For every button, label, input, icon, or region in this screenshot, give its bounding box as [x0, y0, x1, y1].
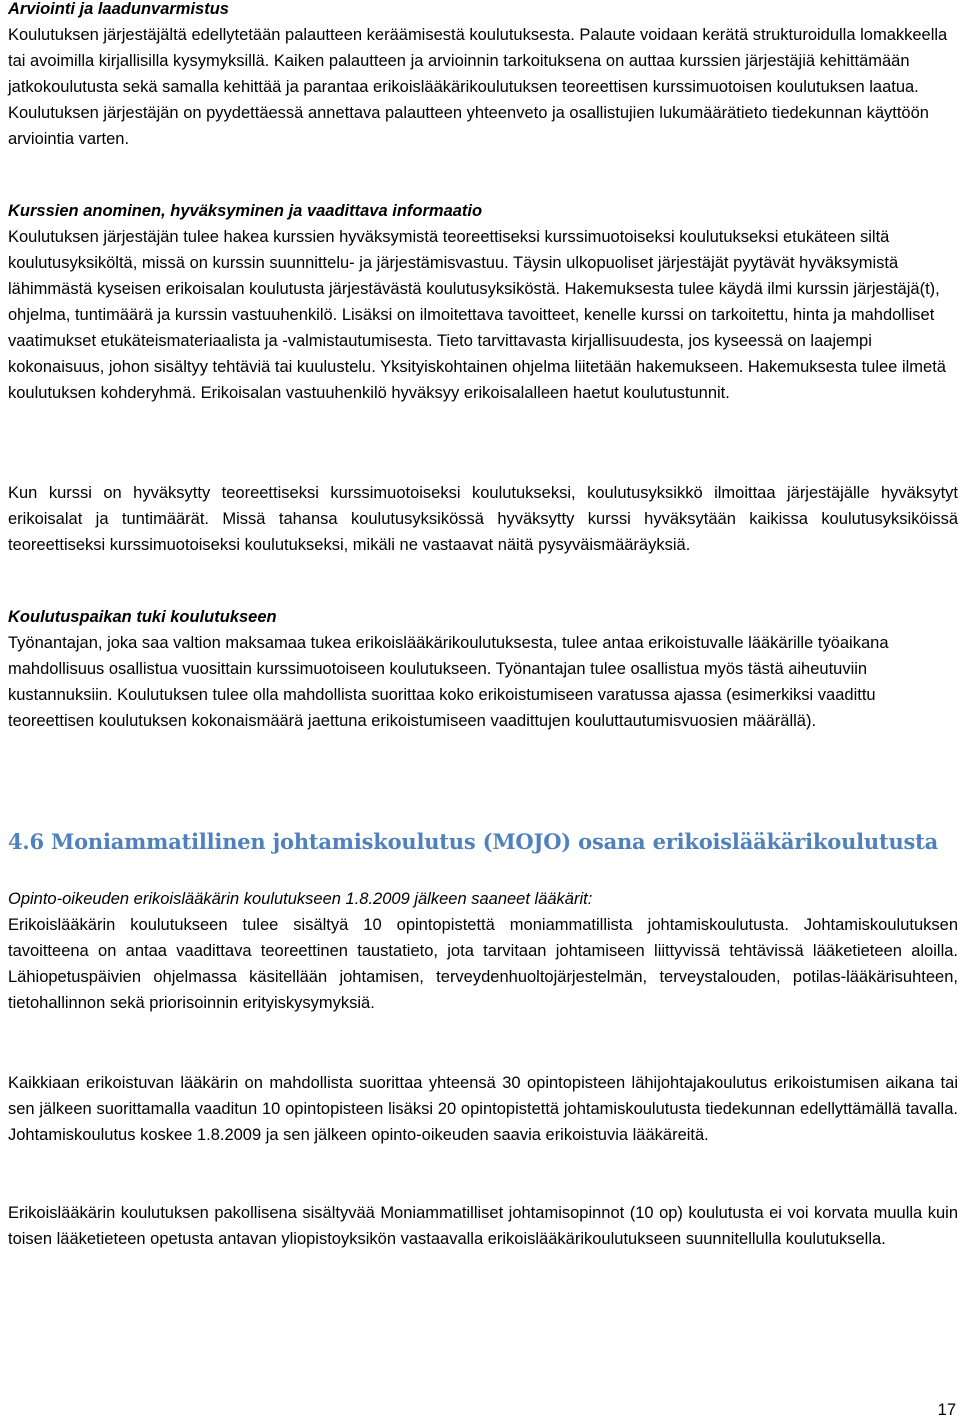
chapter-paragraph: Erikoislääkärin koulutukseen tulee sisältyä 10 opintopistettä moniammatillista johtamiskoulutusta. Johtamiskoulutuksen tavoitteena on antaa vaadittava teoreettinen taustatieto, jota tarvitaan johtamiseen liittyvissä tehtävissä lääketieteen aloilla. Lähiopetuspäivien ohjelmassa käsitellään johtamisen, terveydenhuoltojärjestelmän, terveystalouden, potilas-lääkärisuhteen, tietohallinnon sekä priorisoinnin erityiskysymyksiä.	[8, 916, 958, 1012]
section-paragraph: Koulutuksen järjestäjän tulee hakea kurssien hyväksymistä teoreettiseksi kurssimuotoiseksi koulutukseksi etukäteen siltä koulutusyksiköltä, missä on kurssin suunnittelu- ja järjestämisvastuu. Täysin ulkopuoliset järjestäjät pyytävät hyväksymistä lähimmästä kyseisen erikoisalan koulutusta järjestävästä koulutusyksiköstä. Hakemuksesta tulee käydä ilmi kurssin järjestäjä(t), ohjelma, tuntimäärä ja kurssin vastuuhenkilö. Lisäksi on ilmoitettava tavoitteet, kenelle kurssi on tarkoitettu, hinta ja mahdolliset vaatimukset etukäteismateriaalista ja -valmistautumisesta. Tieto tarvittavasta kirjallisuudesta, jos kyseessä on laajempi kokonaisuus, johon sisältyy tehtäviä tai kuulustelu. Yksityiskohtainen ohjelma liitetään hakemukseen. Hakemuksesta tulee ilmetä koulutuksen kohderyhmä. Erikoisalan vastuuhenkilö hyväksyy erikoisalalleen haetut koulutustunnit.	[8, 228, 946, 402]
section-kurssien-anominen-2	[8, 480, 958, 558]
chapter-body	[8, 886, 958, 1016]
chapter-4-6	[8, 828, 958, 856]
section-heading: Koulutuspaikan tuki koulutukseen	[8, 608, 277, 626]
section-arviointi	[8, 0, 958, 152]
chapter-body-2	[8, 1070, 958, 1148]
section-koulutuspaikan-tuki	[8, 604, 958, 734]
chapter-body-3	[8, 1200, 958, 1252]
chapter-subheading: Opinto-oikeuden erikoislääkärin koulutukseen 1.8.2009 jälkeen saaneet lääkärit:	[8, 890, 593, 908]
chapter-title: 4.6 Moniammatillinen johtamiskoulutus (MOJO) osana erikoislääkärikoulutusta	[8, 829, 939, 854]
section-paragraph: Koulutuksen järjestäjältä edellytetään palautteen keräämisestä koulutuksesta. Palaute voidaan kerätä strukturoidulla lomakkeella tai avoimilla kirjallisilla kysymyksillä. Kaiken palautteen ja arvioinnin tarkoituksena on auttaa kurssien järjestäjiä kehittämään jatkokoulutusta sekä samalla kehittää ja parantaa erikoislääkärikoulutuksen teoreettisen kurssimuotoisen koulutuksen laatua. Koulutuksen järjestäjän on pyydettäessä annettava palautteen yhteenveto ja osallistujien lukumäärätieto tiedekunnan käyttöön arviointia varten.	[8, 26, 948, 148]
section-heading: Arviointi ja laadunvarmistus	[8, 0, 229, 18]
page-number: 17	[937, 1401, 956, 1419]
chapter-paragraph: Kaikkiaan erikoistuvan lääkärin on mahdollista suorittaa yhteensä 30 opintopisteen lähijohtajakoulutus erikoistumisen aikana tai sen jälkeen suorittamalla vaaditun 10 opintopisteen lisäksi 20 opintopistettä johtamiskoulutusta tiedekunnan edellyttämällä tavalla. Johtamiskoulutus koskee 1.8.2009 ja sen jälkeen opinto-oikeuden saavia erikoistuvia lääkäreitä.	[8, 1074, 958, 1144]
section-paragraph: Työnantajan, joka saa valtion maksamaa tukea erikoislääkärikoulutuksesta, tulee antaa erikoistuvalle lääkärille työaikana mahdollisuus osallistua vuosittain kurssimuotoiseen koulutukseen. Työnantajan tulee osallistua myös tästä aiheutuviin kustannuksiin. Koulutuksen tulee olla mahdollista suorittaa koko erikoistumiseen varatussa ajassa (esimerkiksi vaadittu teoreettisen koulutuksen kokonaismäärä jaettuna erikoistumiseen vaadittujen kouluttautumisvuosien määrällä).	[8, 634, 889, 730]
section-paragraph: Kun kurssi on hyväksytty teoreettiseksi kurssimuotoiseksi koulutukseksi, koulutusyksikkö ilmoittaa järjestäjälle hyväksytyt erikoisalat ja tuntimäärät. Missä tahansa koulutusyksikössä hyväksytty kurssi hyväksytään kaikissa koulutusyksiköissä teoreettiseksi kurssimuotoiseksi koulutukseksi, mikäli ne vastaavat näitä pysyväismääräyksiä.	[8, 484, 958, 554]
section-kurssien-anominen	[8, 198, 958, 406]
section-heading: Kurssien anominen, hyväksyminen ja vaadittava informaatio	[8, 202, 483, 220]
chapter-paragraph: Erikoislääkärin koulutuksen pakollisena sisältyvää Moniammatilliset johtamisopinnot (10 op) koulutusta ei voi korvata muulla kuin toisen lääketieteen opetusta antavan yliopistoyksikön vastaavalla erikoislääkärikoulutukseen suunnitellulla koulutuksella.	[8, 1204, 958, 1248]
